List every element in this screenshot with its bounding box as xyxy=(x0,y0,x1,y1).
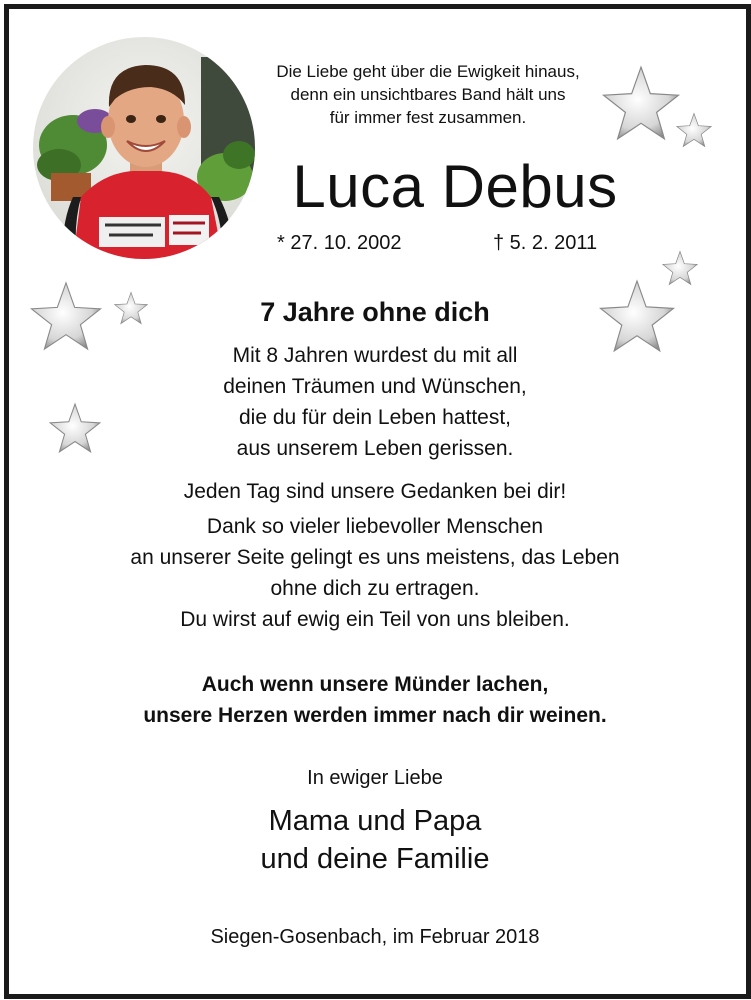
thoughts-line: Jeden Tag sind unsere Gedanken bei dir! xyxy=(183,480,567,503)
signature-line: und deine Familie xyxy=(260,843,490,875)
closing-line: unsere Herzen werden immer nach dir weinen. xyxy=(143,704,607,727)
verse-line: Mit 8 Jahren wurdest du mit all xyxy=(232,344,518,367)
signature-block xyxy=(40,802,710,878)
death-date: † 5. 2. 2011 xyxy=(493,232,598,254)
thanks-line: an unserer Seite gelingt es uns meistens, das Leben xyxy=(130,546,620,569)
verse-line: aus unserem Leben gerissen. xyxy=(236,437,514,460)
memorial-quote xyxy=(228,60,628,129)
star-icon xyxy=(676,112,712,148)
quote-line: denn ein unsichtbares Band hält uns xyxy=(290,85,566,104)
quote-line: Die Liebe geht über die Ewigkeit hinaus, xyxy=(276,62,580,81)
thanks-line: ohne dich zu ertragen. xyxy=(270,577,480,600)
verse-line: die du für dein Leben hattest, xyxy=(238,406,512,429)
thanks-line: Dank so vieler liebevoller Menschen xyxy=(206,515,544,538)
quote-line: für immer fest zusammen. xyxy=(329,108,527,127)
portrait-photo-icon xyxy=(33,37,255,259)
verse-line: deinen Träumen und Wünschen, xyxy=(223,375,527,398)
verse-block xyxy=(40,340,710,464)
closing-line: Auch wenn unsere Münder lachen, xyxy=(201,673,549,696)
signature-line: Mama und Papa xyxy=(268,805,482,837)
love-line: In ewiger Liebe xyxy=(307,767,443,789)
place-date: Siegen-Gosenbach, im Februar 2018 xyxy=(210,926,540,948)
deceased-name: Luca Debus xyxy=(292,153,618,220)
thanks-line: Du wirst auf ewig ein Teil von uns bleiben. xyxy=(180,608,570,631)
thanks-block xyxy=(40,511,710,635)
portrait-photo xyxy=(33,37,255,259)
headline: 7 Jahre ohne dich xyxy=(260,297,490,327)
birth-date: * 27. 10. 2002 xyxy=(277,232,402,254)
closing-bold-block xyxy=(40,669,710,731)
